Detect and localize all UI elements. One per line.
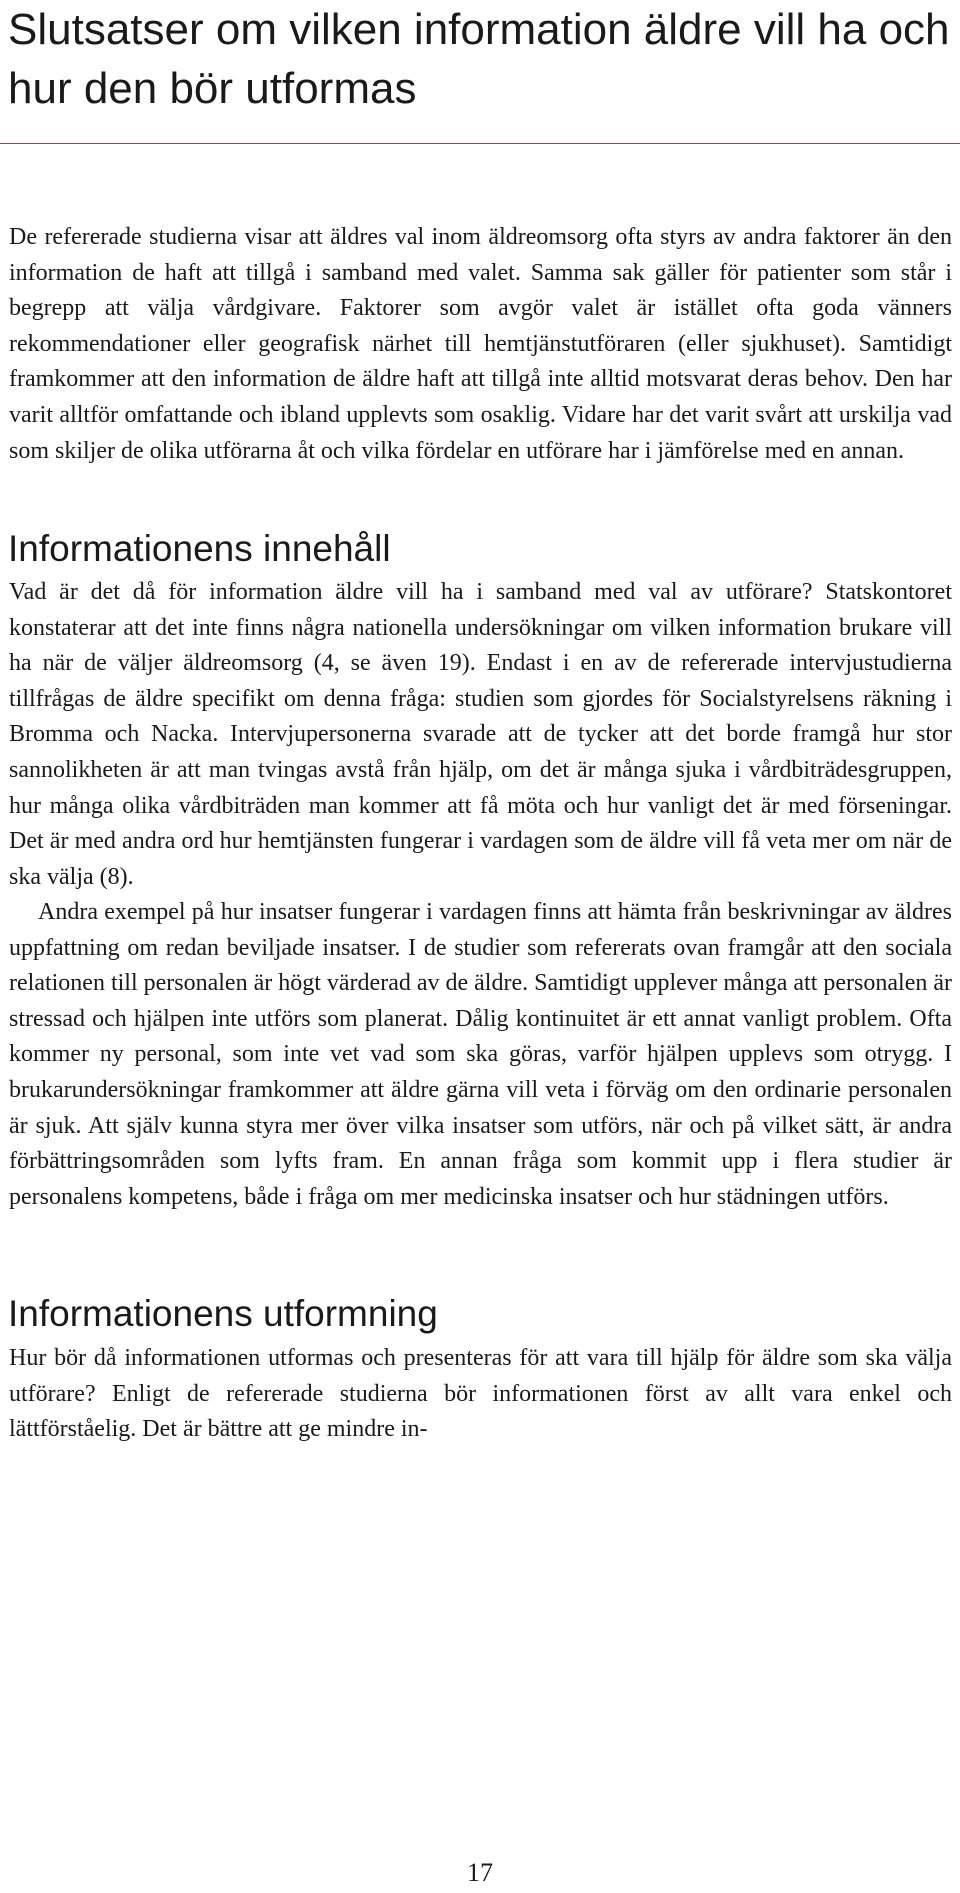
content-paragraph-2: Andra exempel på hur insatser fungerar i vardagen finns att hämta från beskrivningar av äldres uppfattning om redan beviljade insatser. I de studier som refererats ovan framgår att den sociala relationen till personalen är högt värderad av de äldre. Samtidigt upplever många att personalen är stressad och hjälpen inte utförs som planerat. Dålig kontinuitet är ett annat vanligt problem. Ofta kommer ny personal, som inte vet vad som ska göras, varför hjälpen upplevs som otrygg. I brukarundersökningar framkommer att äldre gärna vill veta i förväg om den ordinarie personalen är sjuk. Att själv kunna styra mer över vilka insatser som utförs, när och på vilket sätt, är andra förbättringsområden som lyfts fram. En annan fråga som kommit upp i flera studier är personalens kompetens, både i fråga om mer medicinska insatser och hur städningen utförs. (9, 899, 952, 1210)
page-title: Slutsatser om vilken information äldre vill ha och hur den bör utformas (8, 5, 950, 113)
design-paragraph-1: Hur bör då informationen utformas och presenteras för att vara till hjälp för äldre som ska välja utförare? Enligt de refererade studierna bör informationen först av allt vara enkel och lättförståelig. Det är bättre att ge mindre in- (9, 1345, 952, 1443)
content-paragraph-1: Vad är det då för information äldre vill ha i samband med val av utförare? Statskontoret konstaterar att det inte finns några nationella undersökningar om vilken information brukare vill ha när de väljer äldreomsorg (4, se även 19). Endast i en av de refererade intervjustudierna tillfrågas de äldre specifikt om denna fråga: studien som gjordes för Socialstyrelsens räkning i Bromma och Nacka. Intervjupersonerna svarade att de tycker att det borde framgå hur stor sannolikheten är att man tvingas avstå från hjälp, om det är många sjuka i vårdbiträdesgruppen, hur många olika vårdbiträden man kommer att få möta och hur vanligt det är med förseningar. Det är med andra ord hur hemtjänsten fungerar i vardagen som de äldre vill få veta mer om när de ska välja (8). (9, 579, 952, 890)
section-heading-content: Informationens innehåll (8, 528, 391, 569)
section-heading-design: Informationens utformning (8, 1293, 438, 1334)
intro-paragraph: De refererade studierna visar att äldres val inom äldreomsorg ofta styrs av andra faktorer än den information de haft att tillgå i samband med valet. Samma sak gäller för patienter som står i begrepp att välja vårdgivare. Faktorer som avgör valet är istället ofta goda vänners rekommendationer eller geografisk närhet till hemtjänstutföraren (eller sjukhuset). Samtidigt framkommer att den information de äldre haft att tillgå inte alltid motsvarat deras behov. Den har varit alltför omfattande och ibland upplevts som osaklig. Vidare har det varit svårt att urskilja vad som skiljer de olika utförarna åt och vilka fördelar en utförare har i jämförelse med en annan. (9, 224, 952, 464)
page-number: 17 (467, 1858, 493, 1887)
title-divider (0, 143, 960, 144)
